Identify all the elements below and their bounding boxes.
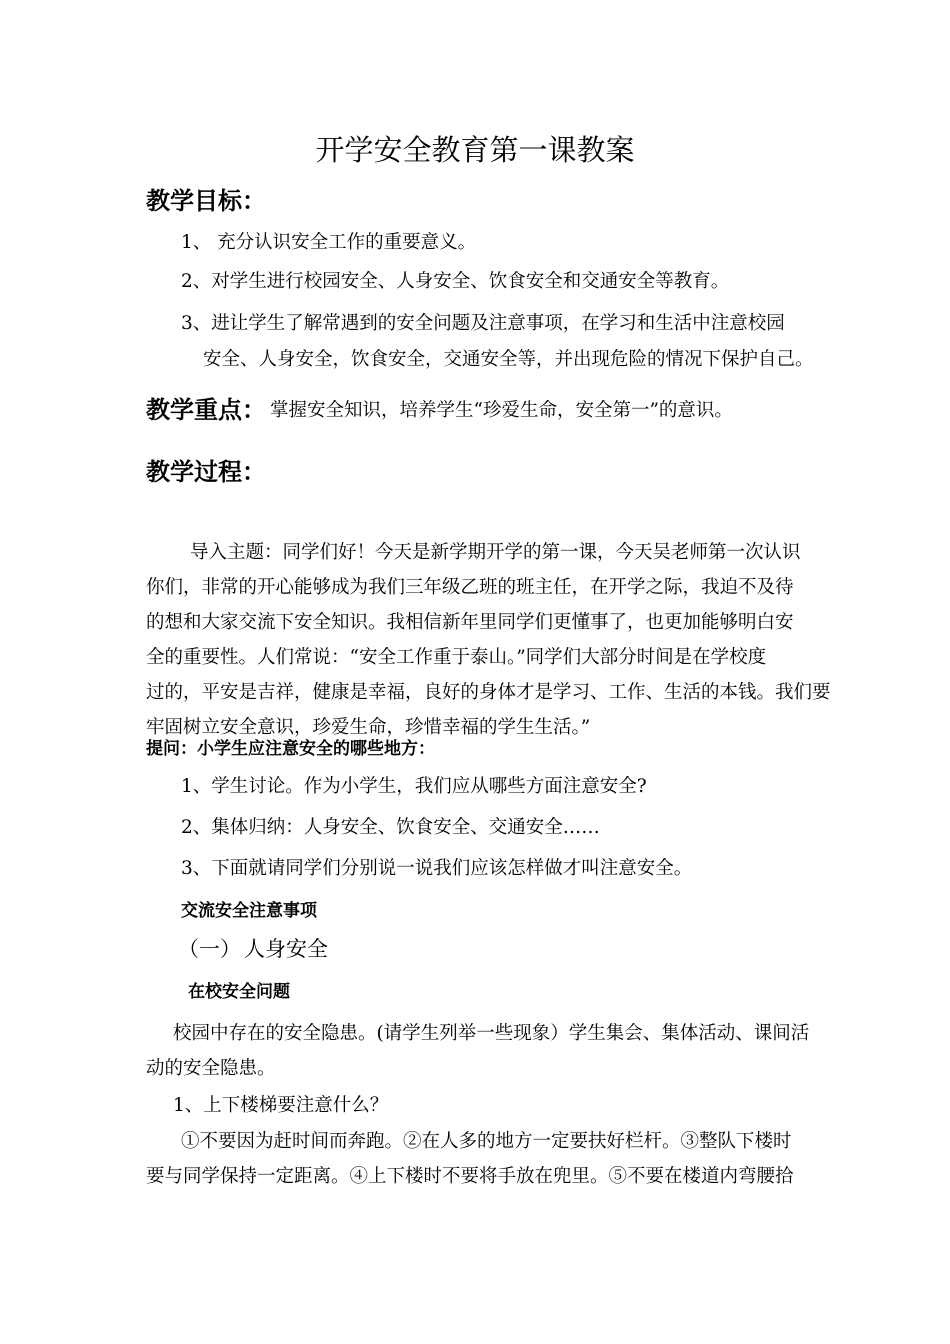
question-item-3: 3、下面就请同学们分别说一说我们应该怎样做才叫注意安全。	[181, 858, 693, 879]
section-title: 人身安全	[244, 937, 328, 961]
intro-line: 导入主题：同学们好！今天是新学期开学的第一课，今天吴老师第一次认识	[190, 542, 801, 563]
key-point-heading: 教学重点：	[146, 396, 266, 424]
objective-item-3-continued: 安全、人身安全，饮食安全，交通安全等，并出现危险的情况下保护自己。	[203, 349, 814, 370]
objective-item-1: 1、 充分认识安全工作的重要意义。	[181, 232, 477, 253]
intro-line: 你们，非常的开心能够成为我们三年级乙班的班主任，在开学之际，我迫不及待	[146, 577, 794, 598]
objective-item-2: 2、对学生进行校园安全、人身安全、饮食安全和交通安全等教育。	[181, 271, 730, 292]
section-number: （一）	[178, 937, 241, 961]
stairs-line: ①不要因为赶时间而奔跑。②在人多的地方一定要扶好栏杆。③整队下楼时	[181, 1131, 792, 1152]
campus-paragraph	[146, 1016, 818, 1086]
campus-line: 校园中存在的安全隐患。(请学生列举一些现象）学生集会、集体活动、课间活	[173, 1023, 810, 1044]
key-point-text: 掌握安全知识，培养学生“珍爱生命，安全第一”的意识。	[270, 400, 733, 421]
intro-line: 的想和大家交流下安全知识。我相信新年里同学们更懂事了，也更加能够明白安	[146, 612, 794, 633]
campus-line: 动的安全隐患。	[146, 1058, 276, 1079]
objective-item-3: 3、进让学生了解常遇到的安全问题及注意事项，在学习和生活中注意校园	[181, 313, 785, 334]
exchange-heading: 交流安全注意事项	[181, 901, 317, 921]
question-item-1: 1、学生讨论。作为小学生，我们应从哪些方面注意安全?	[181, 776, 647, 797]
subsection-heading: 在校安全问题	[188, 982, 290, 1002]
document-title: 开学安全教育第一课教案	[315, 133, 635, 167]
intro-paragraph	[146, 535, 831, 745]
question-heading: 提问：小学生应注意安全的哪些地方：	[146, 739, 435, 759]
intro-line: 牢固树立安全意识，珍爱生命，珍惜幸福的学生生活。”	[146, 717, 591, 738]
question-item-2: 2、集体归纳：人身安全、饮食安全、交通安全……	[181, 817, 600, 838]
objectives-heading: 教学目标：	[146, 187, 266, 215]
intro-line: 全的重要性。人们常说：“安全工作重于泰山。”同学们大部分时间是在学校度	[146, 647, 767, 668]
stairs-line: 要与同学保持一定距离。④上下楼时不要将手放在兜里。⑤不要在楼道内弯腰拾	[146, 1166, 794, 1187]
intro-line: 过的，平安是吉祥，健康是幸福，良好的身体才是学习、工作、生活的本钱。我们要	[146, 682, 831, 703]
stairs-paragraph	[146, 1124, 818, 1194]
stairs-question: 1、上下楼梯要注意什么？	[173, 1095, 389, 1116]
process-heading: 教学过程：	[146, 458, 266, 486]
